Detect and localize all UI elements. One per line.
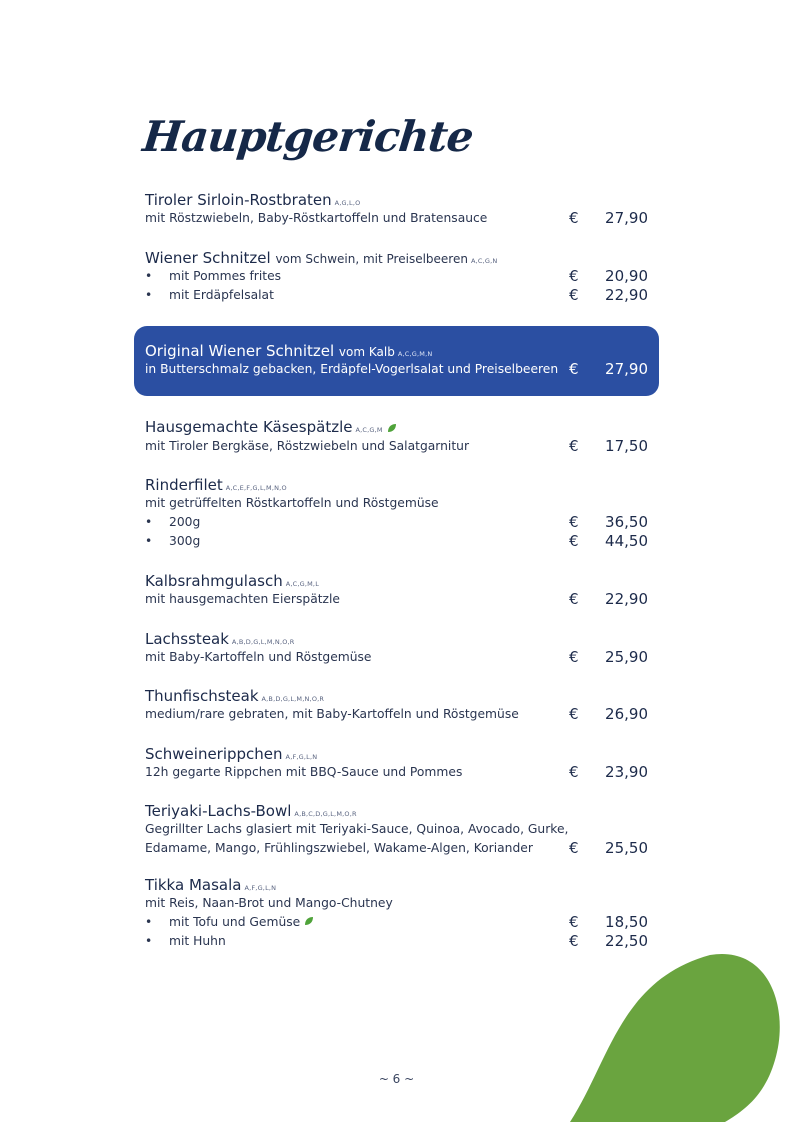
currency-symbol: € (569, 913, 579, 931)
dish-description: mit hausgemachten Eierspätzle (145, 592, 340, 606)
allergen-codes: A,C,G,M (355, 426, 383, 434)
dish-description: 12h gegarte Rippchen mit BBQ-Sauce und Pommes (145, 765, 463, 779)
bullet: • (145, 269, 153, 283)
allergen-codes: A,C,E,F,G,L,M,N,O (225, 484, 287, 492)
dish-description-line-1: Gegrillter Lachs glasiert mit Teriyaki-Sauce, Quinoa, Avocado, Gurke, (145, 822, 569, 836)
menu-item (145, 476, 650, 551)
option-label: 300g (169, 534, 201, 548)
price: 20,90 (605, 267, 648, 285)
currency-symbol: € (569, 209, 579, 227)
dish-description: mit getrüffelten Röstkartoffeln und Röstgemüse (145, 496, 439, 510)
allergen-codes: A,B,C,D,G,L,M,O,R (294, 810, 357, 818)
currency-symbol: € (569, 839, 579, 857)
allergen-codes: A,F,G,L,N (285, 753, 318, 761)
dish-name: Lachssteak (145, 630, 229, 648)
dish-description: mit Tiroler Bergkäse, Röstzwiebeln und Salatgarnitur (145, 438, 470, 453)
dish-description: medium/rare gebraten, mit Baby-Kartoffeln und Röstgemüse (145, 707, 519, 721)
option-label: mit Tofu und Gemüse (169, 915, 301, 929)
currency-symbol: € (569, 763, 579, 781)
price: 23,90 (605, 763, 648, 781)
menu-item (145, 191, 650, 228)
currency-symbol: € (569, 648, 579, 666)
dish-description-line-2: Edamame, Mango, Frühlingszwiebel, Wakame-Algen, Koriander (145, 841, 533, 855)
dish-name: Wiener Schnitzel (145, 249, 271, 267)
dish-subtitle: vom Schwein, mit Preiselbeeren (275, 252, 468, 266)
option-label: mit Erdäpfelsalat (169, 288, 274, 302)
vegetarian-leaf-icon (387, 419, 397, 437)
bullet: • (145, 915, 153, 929)
price: 25,50 (605, 839, 648, 857)
dish-name: Tikka Masala (145, 876, 242, 894)
dish-name: Thunfischsteak (145, 687, 259, 705)
dish-name: Hausgemachte Käsespätzle (145, 418, 353, 436)
price: 27,90 (605, 209, 648, 227)
menu-item (145, 630, 650, 667)
price: 26,90 (605, 705, 648, 723)
dish-name: Schweinerippchen (145, 745, 283, 763)
dish-name: Tiroler Sirloin-Rostbraten (145, 191, 332, 209)
dish-subtitle: vom Kalb (338, 345, 395, 359)
dish-description: mit Baby-Kartoffeln und Röstgemüse (145, 650, 372, 664)
dish-description: mit Reis, Naan-Brot und Mango-Chutney (145, 896, 393, 910)
bullet: • (145, 534, 153, 548)
allergen-codes: A,B,D,G,L,M,N,O,R (261, 695, 325, 703)
currency-symbol: € (569, 267, 579, 285)
allergen-codes: A,C,G,M,L (285, 580, 320, 588)
dish-name: Teriyaki-Lachs-Bowl (145, 802, 292, 820)
currency-symbol: € (569, 932, 579, 950)
allergen-codes: A,B,D,G,L,M,N,O,R (231, 638, 295, 646)
dish-name: Rinderfilet (145, 476, 223, 494)
currency-symbol: € (569, 360, 579, 378)
dish-description: in Butterschmalz gebacken, Erdäpfel-Vogerlsalat und Preiselbeeren (145, 362, 559, 376)
menu-item (145, 572, 650, 609)
bullet: • (145, 288, 153, 302)
allergen-codes: A,G,L,O (334, 199, 361, 207)
menu-item (145, 418, 650, 456)
dish-name: Kalbsrahmgulasch (145, 572, 283, 590)
allergen-codes: A,C,G,N (470, 257, 498, 265)
currency-symbol: € (569, 436, 579, 455)
page-title: Hauptgerichte (140, 112, 476, 161)
price: 27,90 (605, 360, 648, 378)
currency-symbol: € (569, 286, 579, 304)
menu-item (145, 249, 650, 305)
option-label: 200g (169, 515, 201, 529)
menu-item (145, 687, 650, 724)
vegetarian-leaf-icon (304, 913, 314, 932)
menu-item-highlighted (145, 342, 650, 379)
allergen-codes: A,C,G,M,N (397, 350, 433, 358)
price: 17,50 (605, 436, 648, 455)
menu-item (145, 802, 650, 858)
option-label: mit Pommes frites (169, 269, 282, 283)
price: 22,50 (605, 932, 648, 950)
currency-symbol: € (569, 532, 579, 550)
price: 25,90 (605, 648, 648, 666)
currency-symbol: € (569, 513, 579, 531)
currency-symbol: € (569, 705, 579, 723)
price: 36,50 (605, 513, 648, 531)
bullet: • (145, 934, 153, 948)
page-number: ~ 6 ~ (378, 1072, 415, 1086)
price: 22,90 (605, 590, 648, 608)
allergen-codes: A,F,G,L,N (244, 884, 277, 892)
dish-description: mit Röstzwiebeln, Baby-Röstkartoffeln und Bratensauce (145, 211, 488, 225)
menu-item (145, 745, 650, 782)
dish-name: Original Wiener Schnitzel (145, 342, 335, 360)
price: 44,50 (605, 532, 648, 550)
currency-symbol: € (569, 590, 579, 608)
option-label: mit Huhn (169, 934, 226, 948)
bullet: • (145, 515, 153, 529)
price: 18,50 (605, 913, 648, 931)
price: 22,90 (605, 286, 648, 304)
menu-item (145, 876, 650, 951)
